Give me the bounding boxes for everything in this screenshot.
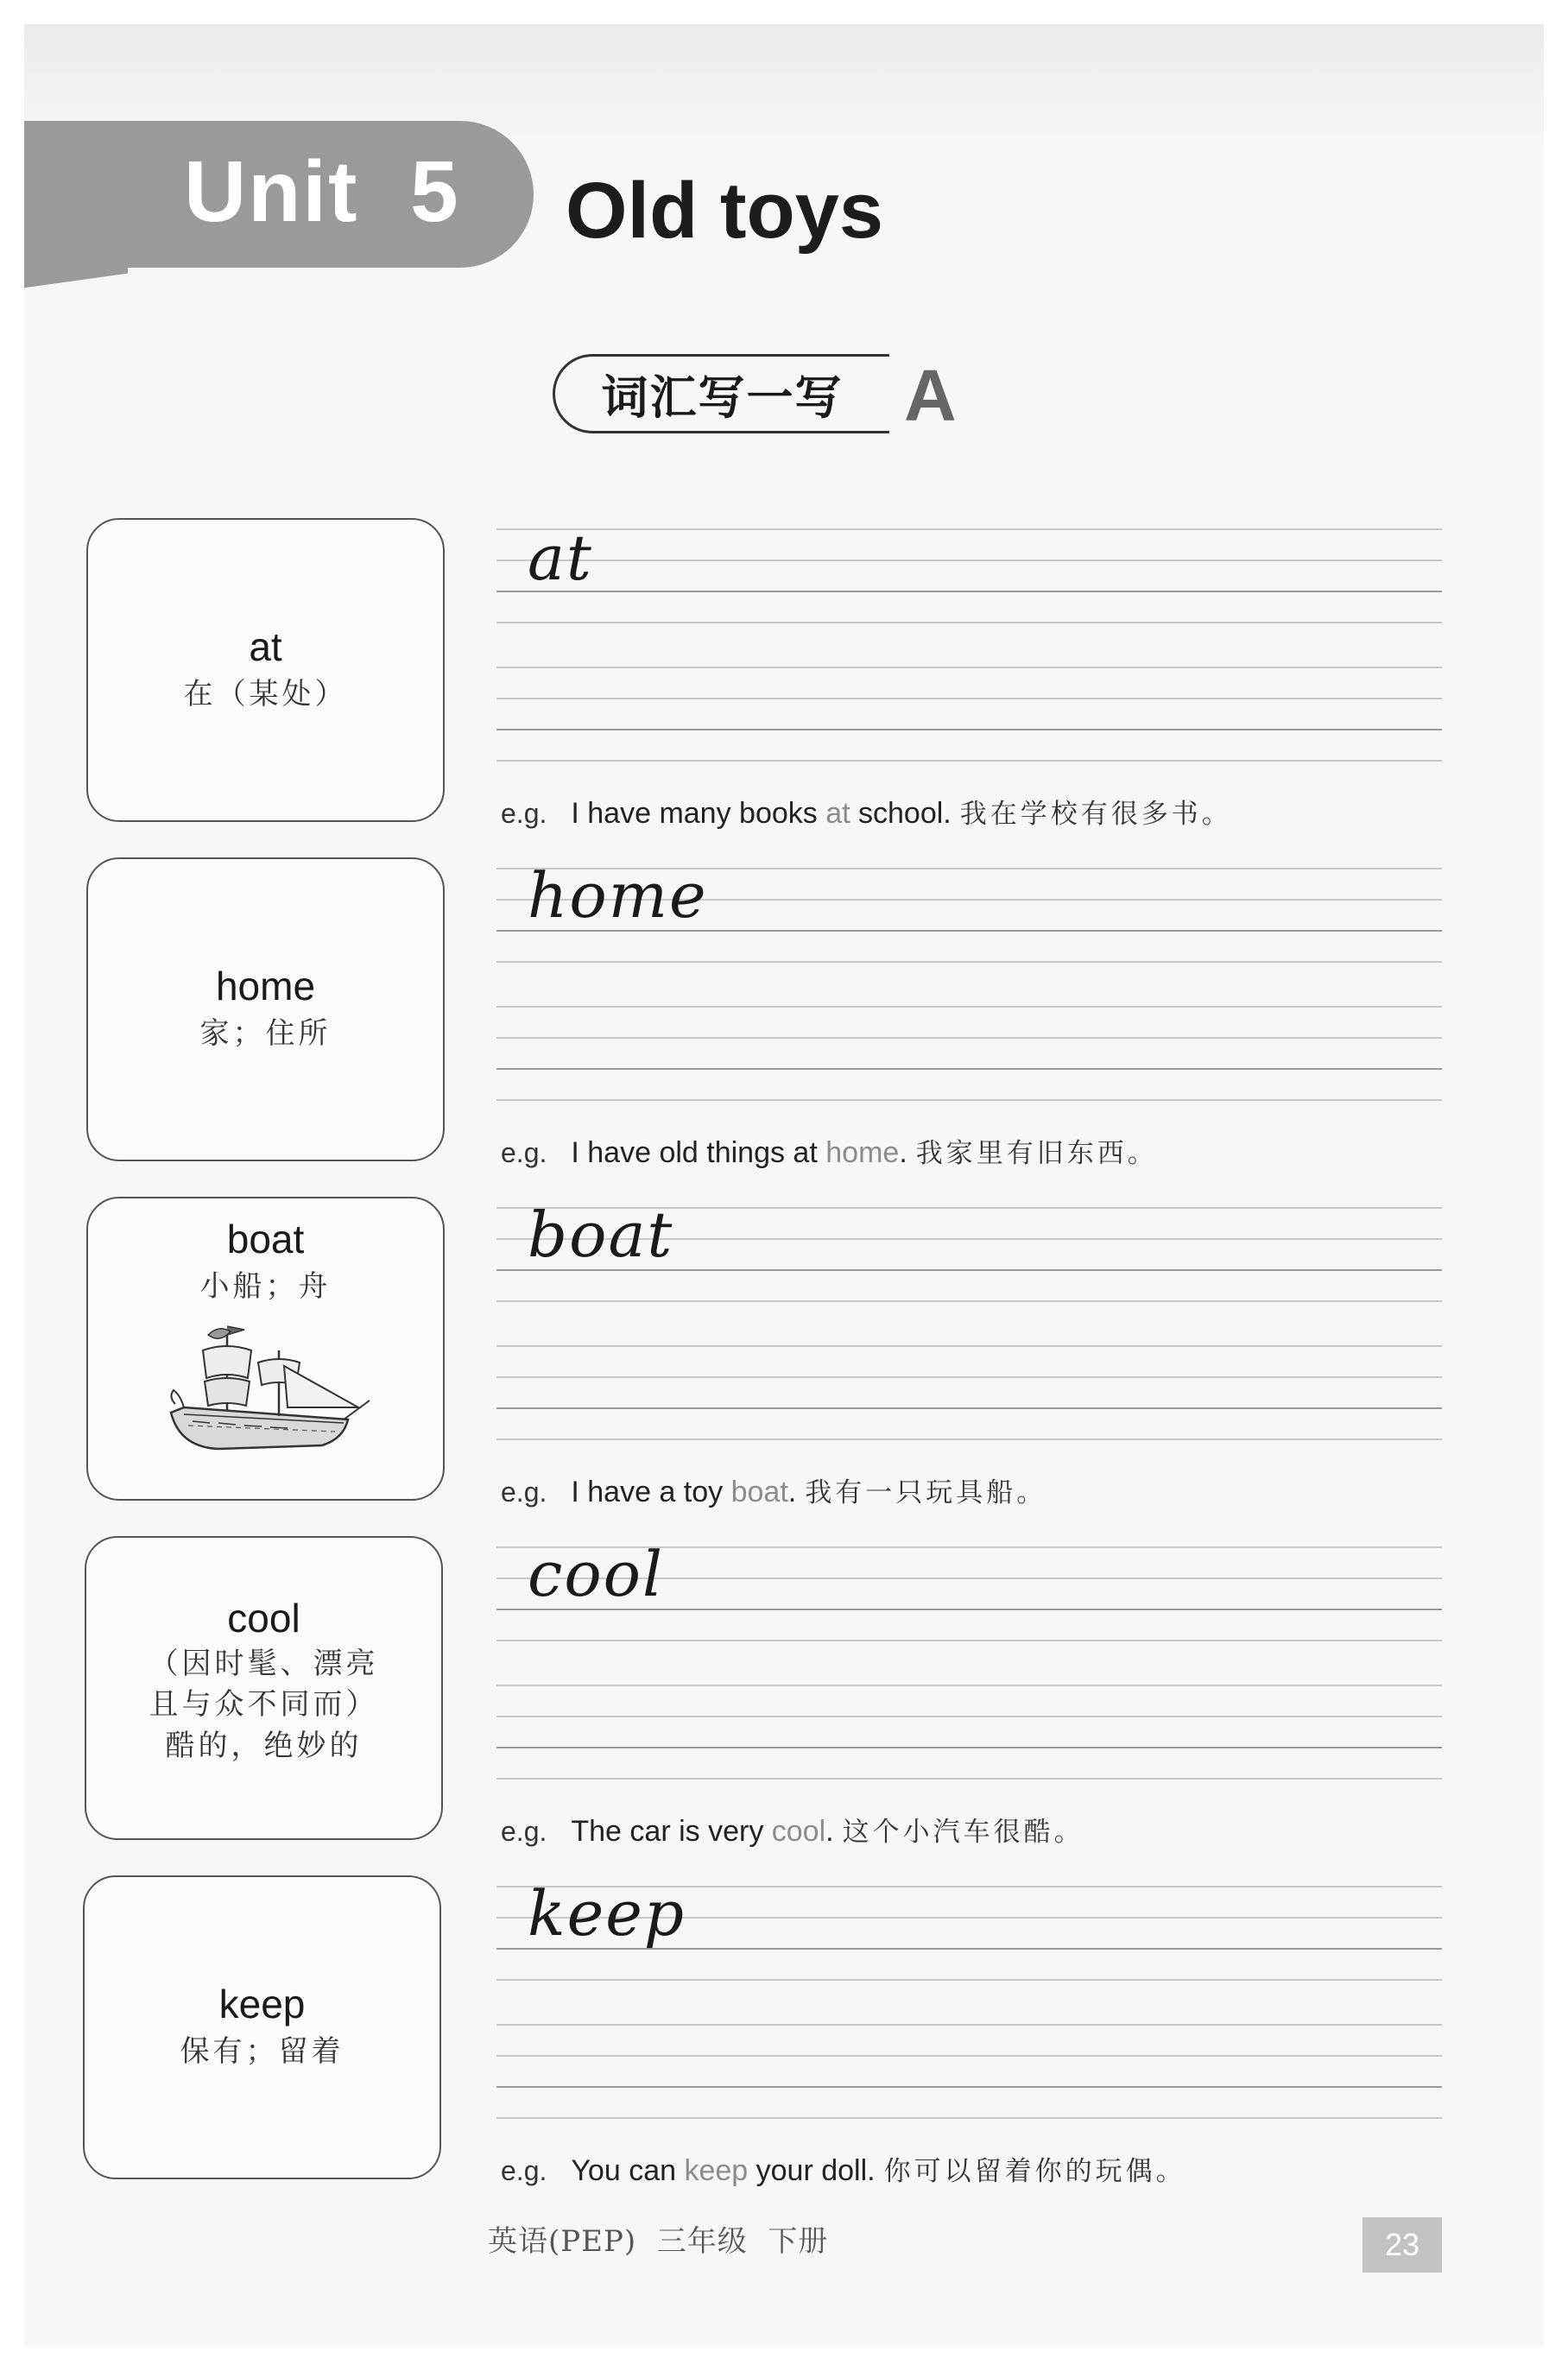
word-card-at (86, 518, 445, 822)
example-translation: 我有一只玩具船。 (805, 1477, 1047, 1508)
section-badge: 词汇写一写 (553, 354, 889, 433)
word-chinese: 保有；留着 (180, 2033, 345, 2069)
pirate-ship-icon (158, 1318, 374, 1456)
word-english: boat (226, 1217, 305, 1261)
word-english: cool (227, 1596, 300, 1641)
example-sentence-at: e.g. I have many books at school. 我在学校有很多书。 (501, 797, 1232, 830)
example-sentence-cool: e.g. The car is very cool. 这个小汽车很酷。 (501, 1815, 1084, 1848)
writing-lines-boat (496, 1198, 1442, 1492)
example-translation: 我家里有旧东西。 (915, 1138, 1158, 1169)
eg-label: e.g. (501, 1816, 547, 1847)
eg-label: e.g. (501, 1137, 547, 1168)
example-translation: 这个小汽车很酷。 (842, 1817, 1084, 1848)
eg-label: e.g. (501, 2155, 547, 2186)
unit-title: Old toys (566, 167, 884, 255)
book-info: 英语(PEP) 三年级 下册 (488, 2224, 829, 2259)
word-card-cool (85, 1536, 443, 1840)
unit-label: Unit 5 (184, 143, 460, 240)
example-sentence-keep: e.g. You can keep your doll. 你可以留着你的玩偶。 (501, 2154, 1186, 2187)
word-chinese-line-1: （因时髦、漂亮 (149, 1646, 379, 1681)
example-translation: 我在学校有很多书。 (959, 799, 1232, 830)
example-sentence-home: e.g. I have old things at home. 我家里有旧东西。 (501, 1136, 1158, 1169)
writing-lines-cool (496, 1538, 1442, 1831)
example-keyword: cool (771, 1815, 826, 1848)
example-keyword: boat (730, 1476, 788, 1508)
practice-word: keep (528, 1877, 686, 1950)
word-english: keep (218, 1982, 306, 2026)
eg-label: e.g. (501, 798, 547, 829)
writing-lines-keep (496, 1877, 1442, 2171)
example-keyword: keep (684, 2154, 749, 2187)
practice-word: at (528, 522, 593, 594)
writing-lines-at (496, 522, 1442, 813)
word-chinese: 家；住所 (199, 1015, 332, 1051)
word-chinese-line-2: 且与众不同而） (149, 1687, 379, 1723)
word-chinese: 在（某处） (183, 676, 348, 711)
word-card-boat (86, 1197, 445, 1501)
section-letter: A (904, 355, 957, 436)
page-number: 23 (1363, 2217, 1442, 2273)
word-chinese-line-3: 酷的，绝妙的 (165, 1728, 363, 1763)
example-sentence-boat: e.g. I have a toy boat. 我有一只玩具船。 (501, 1476, 1047, 1508)
word-english: home (215, 964, 316, 1008)
practice-word: cool (528, 1538, 665, 1610)
word-english: at (249, 624, 282, 669)
word-card-keep (83, 1875, 441, 2179)
writing-lines-home (496, 859, 1442, 1153)
example-keyword: at (825, 797, 850, 830)
word-card-home (86, 857, 445, 1161)
word-chinese: 小船；舟 (199, 1268, 332, 1304)
practice-word: home (528, 859, 708, 932)
eg-label: e.g. (501, 1476, 547, 1508)
practice-word: boat (528, 1198, 674, 1271)
example-translation: 你可以留着你的玩偶。 (883, 2156, 1186, 2187)
example-keyword: home (825, 1136, 900, 1169)
